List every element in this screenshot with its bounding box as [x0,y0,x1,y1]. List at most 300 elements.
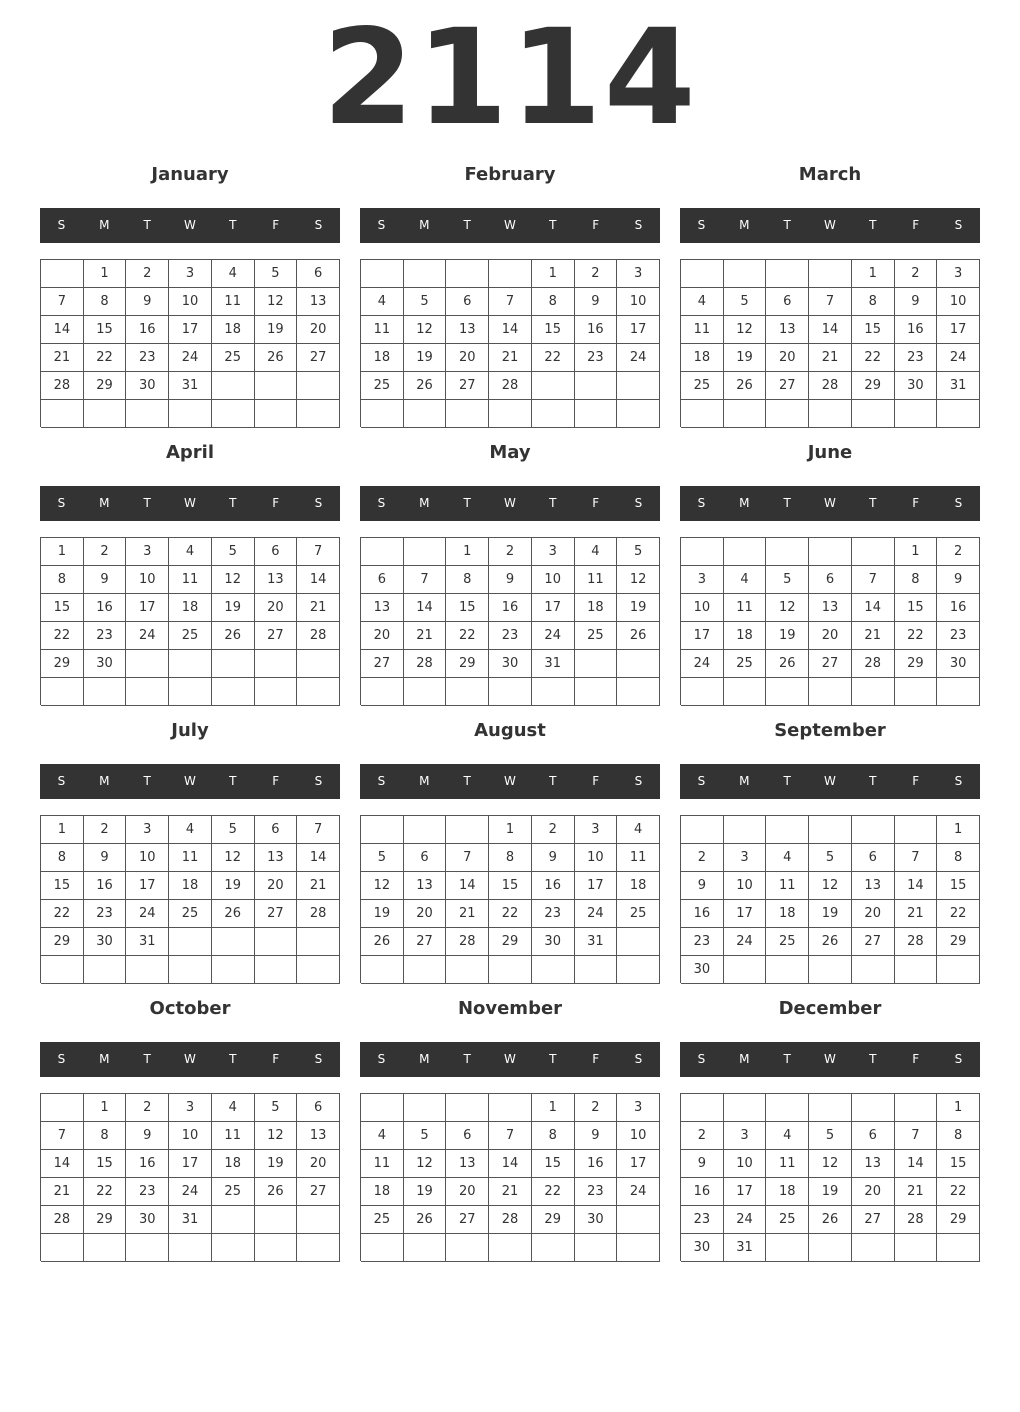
day-cell: 4 [617,816,660,844]
day-cell: 27 [297,1178,340,1206]
empty-day-cell [126,956,169,984]
day-cell: 5 [361,844,404,872]
empty-day-cell [212,678,255,706]
day-cell: 6 [809,566,852,594]
day-cell: 18 [361,1178,404,1206]
empty-day-cell [361,816,404,844]
weekday-header: S [57,496,66,510]
day-cell: 3 [575,816,618,844]
empty-day-cell [575,650,618,678]
day-cell: 27 [361,650,404,678]
day-cell: 1 [446,538,489,566]
day-cell: 9 [126,1122,169,1150]
day-cell: 31 [532,650,575,678]
day-cell: 7 [297,816,340,844]
day-cell: 19 [212,872,255,900]
day-cell: 19 [766,622,809,650]
empty-day-cell [255,678,298,706]
day-cell: 8 [84,288,127,316]
day-cell: 26 [361,928,404,956]
weekday-header-bar [360,486,660,521]
day-cell: 9 [575,288,618,316]
day-cell: 22 [84,344,127,372]
day-cell: 9 [126,288,169,316]
weekday-header: T [869,218,877,232]
month-name: April [165,442,215,463]
empty-day-cell [41,400,84,428]
weekday-header: W [504,218,516,232]
day-cell: 23 [84,900,127,928]
empty-day-cell [212,650,255,678]
empty-day-cell [361,956,404,984]
day-cell: 18 [766,1178,809,1206]
day-cell: 8 [895,566,938,594]
day-cell: 20 [446,1178,489,1206]
day-cell: 12 [212,844,255,872]
empty-day-cell [489,1234,532,1262]
day-cell: 15 [84,316,127,344]
day-cell: 5 [404,288,447,316]
empty-day-cell [724,1094,767,1122]
empty-day-cell [724,816,767,844]
weekday-header: M [739,218,750,232]
day-cell: 21 [297,872,340,900]
day-cell: 29 [489,928,532,956]
empty-day-cell [575,372,618,400]
empty-day-cell [895,816,938,844]
day-cell: 14 [809,316,852,344]
weekday-header: F [912,218,920,232]
month-name: March [798,164,862,185]
day-cell: 23 [489,622,532,650]
weekday-header: W [504,1052,516,1066]
empty-day-cell [766,400,809,428]
day-cell: 9 [84,844,127,872]
day-cell: 9 [937,566,980,594]
day-cell: 8 [532,1122,575,1150]
day-cell: 16 [895,316,938,344]
day-cell: 11 [212,1122,255,1150]
day-cell: 26 [809,928,852,956]
empty-day-cell [575,1234,618,1262]
day-cell: 23 [84,622,127,650]
day-cell: 10 [532,566,575,594]
day-cell: 15 [852,316,895,344]
day-cell: 10 [617,288,660,316]
day-cell: 17 [126,872,169,900]
weekday-header: S [377,1052,386,1066]
day-cell: 8 [937,1122,980,1150]
day-cell: 30 [532,928,575,956]
empty-day-cell [766,1234,809,1262]
empty-day-cell [255,400,298,428]
day-cell: 6 [404,844,447,872]
month-june [680,441,980,705]
day-cell: 18 [212,316,255,344]
day-cell: 8 [41,566,84,594]
month-april [40,441,340,705]
day-cell: 29 [852,372,895,400]
day-cell: 13 [446,316,489,344]
weekday-header-bar [680,764,980,799]
weekday-header-bar [680,1042,980,1077]
day-cell: 12 [255,288,298,316]
empty-day-cell [84,678,127,706]
day-cell: 21 [41,1178,84,1206]
empty-day-cell [297,650,340,678]
weekday-header: T [143,774,151,788]
day-cell: 16 [575,1150,618,1178]
day-cell: 30 [126,372,169,400]
empty-day-cell [361,400,404,428]
empty-day-cell [169,956,212,984]
empty-day-cell [532,678,575,706]
empty-day-cell [41,678,84,706]
day-cell: 10 [617,1122,660,1150]
weekday-header: W [824,218,836,232]
empty-day-cell [489,956,532,984]
weekday-header: W [184,218,196,232]
empty-day-cell [446,260,489,288]
weekday-header: M [739,774,750,788]
day-cell: 12 [617,566,660,594]
day-cell: 2 [84,816,127,844]
day-cell: 24 [169,1178,212,1206]
day-grid [680,259,980,427]
month-name: February [464,164,556,185]
day-cell: 4 [575,538,618,566]
day-cell: 30 [895,372,938,400]
day-cell: 23 [895,344,938,372]
day-cell: 8 [532,288,575,316]
weekday-header: M [99,218,110,232]
weekday-header: T [783,218,791,232]
empty-day-cell [255,1234,298,1262]
day-cell: 12 [255,1122,298,1150]
day-cell: 23 [937,622,980,650]
day-grid [680,1093,980,1261]
day-cell: 15 [532,1150,575,1178]
month-september [680,719,980,983]
day-cell: 13 [766,316,809,344]
empty-day-cell [937,956,980,984]
weekday-header-bar [360,1042,660,1077]
day-cell: 16 [84,872,127,900]
empty-day-cell [255,956,298,984]
day-cell: 12 [724,316,767,344]
weekday-header: M [419,774,430,788]
day-cell: 2 [681,844,724,872]
empty-day-cell [169,678,212,706]
empty-day-cell [766,816,809,844]
day-cell: 14 [404,594,447,622]
empty-day-cell [446,1234,489,1262]
empty-day-cell [41,260,84,288]
empty-day-cell [617,650,660,678]
day-cell: 19 [404,1178,447,1206]
weekday-header: S [314,218,323,232]
day-cell: 12 [809,1150,852,1178]
day-cell: 19 [255,316,298,344]
day-cell: 6 [446,1122,489,1150]
day-cell: 16 [489,594,532,622]
day-cell: 13 [297,1122,340,1150]
day-cell: 17 [126,594,169,622]
day-cell: 7 [895,844,938,872]
day-cell: 15 [937,872,980,900]
day-cell: 14 [852,594,895,622]
day-cell: 4 [212,1094,255,1122]
month-november [360,997,660,1261]
day-cell: 3 [937,260,980,288]
day-cell: 9 [895,288,938,316]
empty-day-cell [681,678,724,706]
day-cell: 13 [404,872,447,900]
day-cell: 1 [532,260,575,288]
empty-day-cell [895,1234,938,1262]
day-cell: 15 [41,594,84,622]
day-cell: 10 [724,872,767,900]
day-cell: 20 [766,344,809,372]
day-cell: 25 [766,928,809,956]
weekday-header: F [272,496,280,510]
day-cell: 21 [809,344,852,372]
day-cell: 15 [532,316,575,344]
empty-day-cell [255,650,298,678]
weekday-header: T [229,774,237,788]
empty-day-cell [681,816,724,844]
empty-day-cell [766,260,809,288]
month-name: December [778,998,882,1019]
day-cell: 9 [681,1150,724,1178]
day-cell: 1 [852,260,895,288]
empty-day-cell [297,1206,340,1234]
day-cell: 20 [297,316,340,344]
day-cell: 7 [489,288,532,316]
weekday-header-bar [680,486,980,521]
empty-day-cell [937,400,980,428]
empty-day-cell [809,400,852,428]
empty-day-cell [617,372,660,400]
day-cell: 11 [766,1150,809,1178]
weekday-header: T [143,1052,151,1066]
day-cell: 5 [255,1094,298,1122]
weekday-header-bar [40,764,340,799]
day-cell: 2 [84,538,127,566]
day-cell: 13 [852,872,895,900]
day-cell: 28 [297,900,340,928]
day-cell: 3 [126,816,169,844]
day-cell: 2 [895,260,938,288]
empty-day-cell [809,956,852,984]
day-cell: 29 [937,1206,980,1234]
weekday-header: W [184,496,196,510]
day-grid [680,815,980,983]
empty-day-cell [361,1234,404,1262]
day-cell: 19 [212,594,255,622]
day-cell: 20 [404,900,447,928]
day-cell: 24 [575,900,618,928]
empty-day-cell [212,400,255,428]
weekday-header: S [697,1052,706,1066]
day-cell: 28 [895,1206,938,1234]
day-cell: 22 [852,344,895,372]
day-cell: 16 [532,872,575,900]
empty-day-cell [212,928,255,956]
day-cell: 25 [575,622,618,650]
empty-day-cell [724,678,767,706]
day-cell: 26 [766,650,809,678]
day-cell: 21 [852,622,895,650]
weekday-header: T [869,1052,877,1066]
day-cell: 16 [126,316,169,344]
day-cell: 10 [575,844,618,872]
day-cell: 19 [617,594,660,622]
day-cell: 11 [169,844,212,872]
weekday-header: S [314,774,323,788]
day-cell: 10 [937,288,980,316]
day-cell: 5 [255,260,298,288]
day-cell: 29 [41,928,84,956]
empty-day-cell [724,260,767,288]
day-cell: 29 [895,650,938,678]
empty-day-cell [575,678,618,706]
day-grid [360,1093,660,1261]
day-cell: 24 [724,1206,767,1234]
day-cell: 16 [937,594,980,622]
day-cell: 28 [489,1206,532,1234]
day-cell: 25 [617,900,660,928]
day-cell: 27 [766,372,809,400]
day-cell: 10 [126,566,169,594]
weekday-header: W [504,496,516,510]
empty-day-cell [212,1206,255,1234]
month-july [40,719,340,983]
empty-day-cell [212,372,255,400]
empty-day-cell [895,400,938,428]
day-cell: 20 [297,1150,340,1178]
day-cell: 26 [404,1206,447,1234]
weekday-header: S [954,1052,963,1066]
empty-day-cell [361,1094,404,1122]
month-name: October [149,998,231,1019]
weekday-header: T [549,496,557,510]
day-cell: 31 [724,1234,767,1262]
day-cell: 1 [532,1094,575,1122]
empty-day-cell [297,956,340,984]
empty-day-cell [169,650,212,678]
day-cell: 20 [361,622,404,650]
empty-day-cell [126,400,169,428]
weekday-header: T [869,496,877,510]
day-cell: 2 [532,816,575,844]
day-cell: 1 [895,538,938,566]
day-cell: 13 [255,566,298,594]
day-cell: 1 [41,538,84,566]
empty-day-cell [212,956,255,984]
day-cell: 18 [361,344,404,372]
day-cell: 14 [489,1150,532,1178]
day-grid [40,1093,340,1261]
day-grid [680,537,980,705]
day-cell: 1 [937,1094,980,1122]
weekday-header: M [99,1052,110,1066]
weekday-header: T [229,496,237,510]
month-name: August [474,720,546,741]
weekday-header-bar [40,208,340,243]
day-cell: 3 [532,538,575,566]
day-cell: 26 [617,622,660,650]
weekday-header: T [143,218,151,232]
day-cell: 2 [575,1094,618,1122]
day-cell: 18 [681,344,724,372]
year-title: 2114 [322,1,698,155]
day-cell: 7 [489,1122,532,1150]
day-cell: 18 [169,594,212,622]
day-cell: 15 [489,872,532,900]
day-cell: 4 [169,538,212,566]
day-cell: 26 [255,344,298,372]
weekday-header: W [504,774,516,788]
day-cell: 25 [212,1178,255,1206]
day-cell: 26 [724,372,767,400]
day-cell: 22 [937,900,980,928]
day-cell: 17 [937,316,980,344]
empty-day-cell [724,956,767,984]
empty-day-cell [404,816,447,844]
empty-day-cell [724,538,767,566]
empty-day-cell [937,1234,980,1262]
empty-day-cell [809,816,852,844]
day-cell: 4 [766,1122,809,1150]
weekday-header-bar [360,208,660,243]
day-cell: 8 [41,844,84,872]
weekday-header: T [783,1052,791,1066]
day-cell: 6 [297,260,340,288]
day-cell: 5 [809,844,852,872]
day-cell: 26 [212,900,255,928]
empty-day-cell [297,400,340,428]
empty-day-cell [489,260,532,288]
day-cell: 21 [895,1178,938,1206]
weekday-header: S [697,218,706,232]
empty-day-cell [169,928,212,956]
weekday-header: S [634,1052,643,1066]
empty-day-cell [361,678,404,706]
empty-day-cell [852,538,895,566]
day-cell: 15 [937,1150,980,1178]
empty-day-cell [895,678,938,706]
day-cell: 25 [681,372,724,400]
day-cell: 10 [169,288,212,316]
month-name: January [151,164,229,185]
weekday-header-bar [40,486,340,521]
day-cell: 20 [255,594,298,622]
day-cell: 15 [84,1150,127,1178]
empty-day-cell [169,1234,212,1262]
weekday-header: M [419,1052,430,1066]
weekday-header: F [912,774,920,788]
day-cell: 24 [532,622,575,650]
day-cell: 5 [724,288,767,316]
empty-day-cell [404,1094,447,1122]
day-cell: 11 [617,844,660,872]
day-cell: 31 [169,372,212,400]
empty-day-cell [766,538,809,566]
empty-day-cell [617,1206,660,1234]
weekday-header: F [592,218,600,232]
day-cell: 23 [126,344,169,372]
